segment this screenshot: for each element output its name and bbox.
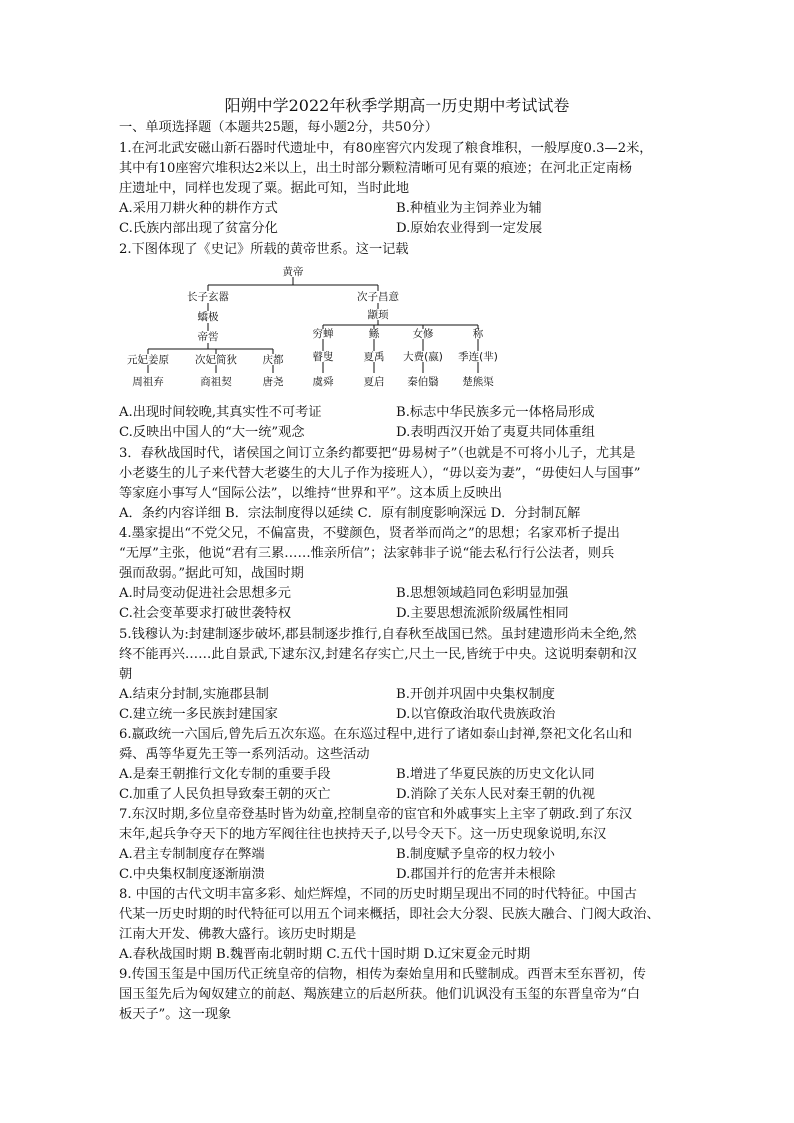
node-qiongchan: 穷蝉 bbox=[312, 328, 334, 340]
question-7-line-2: 末年,起兵争夺天下的地方军阀往往也挟持天子,以号令天下。这一历史现象说明,东汉 bbox=[119, 827, 607, 842]
question-8-options: A.春秋战国时期 B.魏晋南北朝时期 C.五代十国时期 D.辽宋夏金元时期 bbox=[119, 947, 531, 962]
question-5-option-b: B.开创并巩固中央集权制度 bbox=[396, 687, 555, 702]
node-xiaqi: 夏启 bbox=[363, 376, 385, 388]
question-5-line-2: 终不能再兴……此自景武,下逮东汉,封建名存实亡,尺土一民,皆统于中央。这说明秦朝和汉 bbox=[119, 647, 637, 662]
node-huangdi: 黄帝 bbox=[282, 266, 304, 278]
question-6-option-b: B.增进了华夏民族的历史文化认同 bbox=[396, 767, 595, 782]
question-1-line-3: 庄遗址中，同样也发现了粟。据此可知，当时此地 bbox=[119, 181, 410, 196]
question-6-line-1: 6.嬴政统一六国后,曾先后五次东巡。在东巡过程中,进行了诸如泰山封禅,祭祀文化名山和 bbox=[119, 727, 633, 742]
node-tangyao: 唐尧 bbox=[262, 376, 284, 388]
question-4-option-a: A.时局变动促进社会思想多元 bbox=[119, 586, 291, 601]
question-6-option-c: C.加重了人民负担导致秦王朝的灭亡 bbox=[119, 787, 331, 802]
section-heading: 一、单项选择题（本题共25题，每小题2分，共50分） bbox=[119, 120, 438, 135]
question-5-line-1: 5.钱穆认为:封建制逐步破坏,郡县制逐步推行,自春秋至战国已然。虽封建遗形尚未全绝,然 bbox=[119, 627, 637, 642]
node-boyi: 秦伯翳 bbox=[407, 376, 439, 388]
question-9-line-1: 9.传国玉玺是中国历代正统皇帝的信物，相传为秦始皇用和氏璧制成。西晋末至东晋初，传 bbox=[119, 967, 646, 982]
question-3-line-2: 小老婆生的儿子来代替大老婆生的大儿子作为接班人），“毋以妾为妻”，“毋使妇人与国事” bbox=[119, 466, 641, 481]
question-7-option-c: C.中央集权制度逐渐崩溃 bbox=[119, 867, 265, 882]
question-1-option-c: C.氏族内部出现了贫富分化 bbox=[119, 221, 278, 236]
question-1-line-2: 其中有10座窖穴堆积达2米以上，出土时部分颗粒清晰可见有粟的痕迹；在河北正定南杨 bbox=[119, 161, 633, 176]
question-4-line-1: 4.墨家提出“不党父兄，不偏富贵，不嬖颜色，贤者举而尚之”的思想；名家邓析子提出 bbox=[119, 526, 620, 541]
question-6-line-2: 舜、禹等华夏先王等一系列活动。这些活动 bbox=[119, 747, 370, 762]
node-xiayu: 夏禹 bbox=[363, 351, 385, 363]
question-4-line-3: 强而敌弱。”据此可知，战国时期 bbox=[119, 566, 304, 581]
question-1-option-a: A.采用刀耕火种的耕作方式 bbox=[119, 201, 278, 216]
genealogy-diagram bbox=[118, 265, 518, 395]
question-6-option-d: D.消除了关东人民对秦王朝的仇视 bbox=[396, 787, 595, 802]
node-cheng: 称 bbox=[472, 328, 484, 340]
question-2-option-a: A.出现时间较晚,其真实性不可考证 bbox=[119, 405, 322, 420]
question-7-line-1: 7.东汉时期,多位皇帝登基时皆为幼童,控制皇帝的宦官和外戚事实上主宰了朝政.到了东汉 bbox=[119, 807, 633, 822]
question-7-option-a: A.君主专制制度存在弊端 bbox=[119, 847, 265, 862]
node-jiaoji: 蟜极 bbox=[197, 311, 219, 323]
node-diku: 帝喾 bbox=[197, 331, 219, 343]
question-5-option-a: A.结束分封制,实施郡县制 bbox=[119, 687, 269, 702]
question-2-option-b: B.标志中华民族多元一体格局形成 bbox=[396, 405, 595, 420]
question-9-line-2: 国玉玺先后为匈奴建立的前赵、羯族建立的后赵所获。他们讥讽没有玉玺的东晋皇帝为“白 bbox=[119, 987, 641, 1002]
node-zhuanxu: 颛顼 bbox=[367, 309, 389, 321]
question-9-line-3: 板天子”。这一现象 bbox=[119, 1007, 232, 1022]
question-1-line-1: 1.在河北武安磁山新石器时代遗址中，有80座窖穴内发现了粮食堆积，一般厚度0.3—2米， bbox=[119, 141, 653, 156]
node-gun: 鲧 bbox=[368, 328, 380, 340]
question-3-line-3: 等家庭小事写人“国际公法”，以维持“世界和平”。这本质上反映出 bbox=[119, 486, 503, 501]
question-7-option-d: D.郡国并行的危害并未根除 bbox=[396, 867, 556, 882]
node-nvxiu: 女修 bbox=[412, 328, 434, 340]
question-2-option-d: D.表明西汉开始了夷夏共同体重组 bbox=[396, 425, 595, 440]
question-4-option-c: C.社会变革要求打破世袭特权 bbox=[119, 606, 292, 621]
question-4-line-2: “无厚”主张，他说“君有三累……惟亲所信”；法家韩非子说“能去私行行公法者，则兵 bbox=[119, 546, 615, 561]
question-2-line-1: 2.下图体现了《史记》所载的黄帝世系。这一记载 bbox=[119, 242, 409, 257]
question-6-option-a: A.是秦王朝推行文化专制的重要手段 bbox=[119, 767, 331, 782]
question-5-option-d: D.以官僚政治取代贵族政治 bbox=[396, 707, 556, 722]
question-8-line-3: 江南大开发、佛教大盛行。该历史时期是 bbox=[119, 927, 357, 942]
exam-title: 阳朔中学2022年秋季学期高一历史期中考试试卷 bbox=[224, 96, 570, 115]
node-dafei: 大费(嬴) bbox=[403, 351, 443, 363]
question-5-option-c: C.建立统一多民族封建国家 bbox=[119, 707, 278, 722]
question-3-options: A．条约内容详细 B．宗法制度得以延续 C．原有制度影响深远 D．分封制瓦解 bbox=[119, 506, 581, 521]
node-jiandi: 次妃简狄 bbox=[195, 354, 237, 366]
node-xiongqu: 楚熊渠 bbox=[462, 376, 494, 388]
question-2-option-c: C.反映出中国人的“大一统”观念 bbox=[119, 425, 305, 440]
node-shangqi: 商祖契 bbox=[200, 376, 232, 388]
node-qingdu: 庆都 bbox=[262, 354, 284, 366]
node-jiangyuan: 元妃姜原 bbox=[127, 354, 169, 366]
question-7-option-b: B.制度赋予皇帝的权力较小 bbox=[396, 847, 555, 862]
question-5-line-3: 朝 bbox=[119, 667, 133, 682]
node-xuanxiao: 长子玄嚣 bbox=[187, 291, 229, 303]
node-gusou: 瞽叟 bbox=[312, 351, 334, 363]
node-changyi: 次子昌意 bbox=[357, 291, 399, 303]
question-1-option-b: B.种植业为主饲养业为辅 bbox=[396, 201, 542, 216]
question-4-option-d: D.主要思想流派阶级属性相同 bbox=[396, 606, 569, 621]
node-jilian: 季连(芈) bbox=[458, 351, 498, 363]
node-yushun: 虞舜 bbox=[312, 376, 334, 388]
question-8-line-1: 8. 中国的古代文明丰富多彩、灿烂辉煌，不同的历史时期呈现出不同的时代特征。中国古 bbox=[119, 887, 637, 902]
question-8-line-2: 代某一历史时期的时代特征可以用五个词来概括，即社会大分裂、民族大融合、门阀大政治、 bbox=[119, 907, 660, 922]
question-3-line-1: 3．春秋战国时代，诸侯国之间订立条约都要把“毋易树子”（也就是不可将小儿子，尤其是 bbox=[119, 446, 636, 461]
node-zhouqi: 周祖弃 bbox=[132, 376, 164, 388]
question-4-option-b: B.思想领域趋同色彩明显加强 bbox=[396, 586, 569, 601]
question-1-option-d: D.原始农业得到一定发展 bbox=[396, 221, 543, 236]
